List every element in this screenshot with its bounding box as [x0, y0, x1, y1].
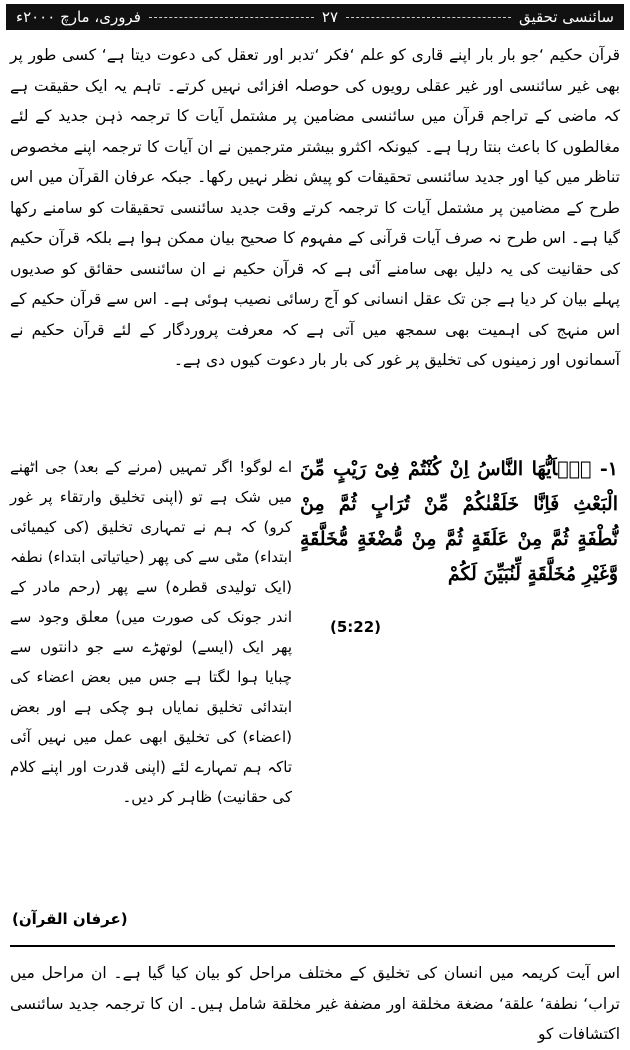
- closing-paragraph: اس آیت کریمہ میں انسان کی تخلیق کے مختلف مراحل کو بیان کیا گیا ہے۔ ان مراحل میں تراب‘ نطفة‘ علقة‘ مضغة مخلقة اور مضفة غیر مخلقة شامل ہیں۔ ان کا ترجمہ جدید سائنسی اکتشافات کو: [10, 964, 620, 1043]
- section-title: سائنسی تحقیق: [519, 8, 614, 26]
- intro-paragraph: قرآن حکیم ‘جو بار بار اپنے قاری کو علم ‘فکر ‘تدبر اور تعقل کی دعوت دیتا ہے‘ کسی طور پر بھی غیر سائنسی اور غیر عقلی رویوں کی حوصلہ افزائی نہیں کرتے۔ تاہم یہ ایک حقیقت ہے کہ ماضی کے تراجم قرآن میں سائنسی مضامین پر مشتمل آیات کا ترجمہ ذہن جدید کے لئے مغالطوں کا باعث بنتا رہا ہے۔ کیونکہ اکثرو بیشتر مترجمین نے ان آیات کا ترجمہ اپنے مخصوص تناظر میں کیا اور جدید سائنسی تحقیقات کو پیش نظر نہیں رکھا۔ جبکہ عرفان القرآن میں اس طرح کے مضامین پر مشتمل آیات کا ترجمہ کرتے وقت جدید سائنسی تحقیقات کو سامنے رکھا گیا ہے۔ اس طرح نہ صرف آیات قرآنی کے مفہوم کا صحیح بیان ممکن ہوا ہے بلکہ قرآن حکیم کی حقانیت کی یہ دلیل بھی سامنے آئی ہے کہ قرآن حکیم نے ان سائنسی حقائق کو صدیوں پہلے بیان کر دیا ہے جن تک عقل انسانی کو آج رسائی نصیب ہوئی ہے۔ اس سے قرآن حکیم کے اس منہج کی اہمیت بھی سمجھ میں آتی ہے کہ معرفت پروردگار کے لئے قرآن حکیم نے آسمانوں اور زمینوں کی تخلیق پر غور کی بار بار دعوت کیوں دی ہے۔: [10, 46, 620, 369]
- verse-arabic: يٰۤاَيُّهَا النَّاسُ اِنْ كُنْتُمْ فِیْ رَيْبٍ مِّنَ الْبَعْثِ فَاِنَّا خَلَقْنٰكُمْ مِّنْ تُرَابٍ ثُمَّ مِنْ نُّطْفَةٍ ثُمَّ مِنْ عَلَقَةٍ ثُمَّ مِنْ مُّضْغَةٍ مُّخَلَّقَةٍ وَّغَيْرِ مُخَلَّقَةٍ لِّنُبَيِّنَ لَكُمْ: [300, 458, 618, 585]
- quran-verse: ۱- يٰۤاَيُّهَا النَّاسُ اِنْ كُنْتُمْ فِیْ رَيْبٍ مِّنَ الْبَعْثِ فَاِنَّا خَلَقْنٰكُمْ مِّنْ تُرَابٍ ثُمَّ مِنْ نُّطْفَةٍ ثُمَّ مِنْ عَلَقَةٍ ثُمَّ مِنْ مُّضْغَةٍ مُّخَلَّقَةٍ وَّغَيْرِ مُخَلَّقَةٍ لِّنُبَيِّنَ لَكُمْ: [300, 458, 618, 585]
- header-divider: [346, 17, 511, 18]
- issue-date: فروری، مارچ ۲۰۰۰ء: [16, 8, 141, 26]
- translation-source: (عرفان القرآن): [12, 910, 128, 928]
- section-divider: [10, 945, 615, 947]
- page-number: ۲۷: [321, 8, 339, 26]
- verse-number: ۱: [607, 458, 618, 480]
- page-header: [6, 4, 624, 30]
- header-divider: [149, 17, 314, 18]
- verse-translation: اے لوگو! اگر تمہیں (مرنے کے بعد) جی اٹھنے میں شک ہے تو (اپنی تخلیق وارتقاء پر غور کرو) کہ ہم نے تمہاری تخلیق (کی کیمیائی ابتداء) مٹی سے کی پھر (حیاتیاتی ابتداء) نطفہ (ایک تولیدی قطرہ) سے پھر (رحم مادر کے اندر جونک کی صورت میں) معلق وجود سے پھر ایک (ایسے) لوتھڑے سے جو دانتوں سے چبایا ہوا لگتا ہے جس میں بعض اعضاء کی ابتدائی تخلیق نمایاں ہو چکی ہے اور بعض (اعضاء) کی تخلیق ابھی عمل میں نہیں آئی تاکہ ہم تمہارے لئے (اپنی قدرت اور اپنے کلام کی حقانیت) ظاہر کر دیں۔: [10, 458, 292, 806]
- verse-reference: (5:22): [330, 618, 382, 636]
